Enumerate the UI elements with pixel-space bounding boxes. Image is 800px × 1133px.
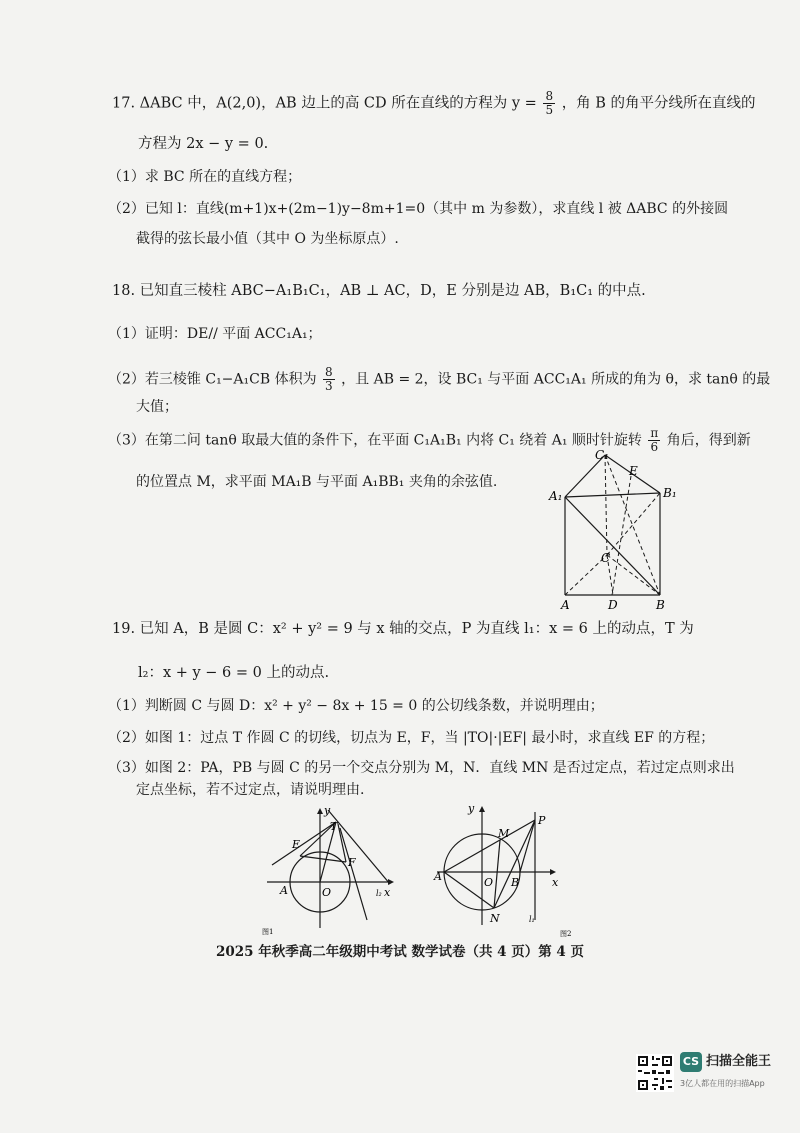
fig2-label-a: A (434, 870, 442, 883)
q18-part3-text-a: （3）在第二问 tanθ 取最大值的条件下，在平面 C₁A₁B₁ 内将 C₁ 绕着 A₁ 顺时针旋转 (108, 432, 642, 449)
fig1-label-t: T (330, 820, 338, 833)
prism-figure (545, 445, 695, 615)
q19-line1: 19. 已知 A，B 是圆 C：x² + y² = 9 与 x 轴的交点，P 为直线 l₁：x = 6 上的动点，T 为 (112, 621, 694, 637)
fig2-label-x: x (552, 876, 559, 889)
fig2-caption: 图2 (560, 930, 572, 938)
q17-line2: 方程为 2x − y = 0. (138, 136, 269, 152)
q18-part2-text-a: （2）若三棱锥 C₁−A₁CB 体积为 (108, 371, 317, 388)
fig1-label-o: O (322, 886, 332, 899)
q18-fraction-pi: $\frac{\pi}{6}$ (650, 426, 659, 454)
q17-part2-line2: 截得的弦长最小值（其中 O 为坐标原点）. (136, 231, 399, 247)
qr-code (636, 1054, 674, 1092)
fig2-label-o: O (484, 876, 494, 889)
label-a: A (561, 598, 570, 612)
label-c: C (601, 551, 611, 565)
fig2-label-y: y (468, 802, 475, 815)
scanner-logo: CS (680, 1052, 702, 1072)
fig1-label-x: x (384, 886, 391, 899)
fig2-label-b: B (511, 876, 520, 889)
q18-line1: 18. 已知直三棱柱 ABC−A₁B₁C₁，AB ⊥ AC，D，E 分别是边 AB，B₁C₁ 的中点. (112, 283, 646, 299)
label-b: B (656, 598, 665, 612)
fig1-caption: 图1 (262, 928, 274, 936)
q18-part3-line2: 的位置点 M，求平面 MA₁B 与平面 A₁BB₁ 夹角的余弦值. (136, 474, 498, 490)
q18-part3-text-b: 角后，得到新 (666, 432, 751, 449)
scanner-name: 扫描全能王 (706, 1054, 772, 1069)
q17-fraction: $\frac{8}{5}$ (545, 89, 554, 117)
page-footer: 2025 年秋季高二年级期中考试 数学试卷（共 4 页）第 4 页 (215, 944, 585, 960)
fig2-label-n: N (490, 912, 500, 925)
scanner-tagline: 3亿人都在用的扫描App (680, 1079, 765, 1088)
q17-line1 (112, 90, 756, 117)
fig2-label-m: M (498, 827, 510, 840)
fig1-label-a: A (280, 884, 288, 897)
fig1-label-y: y (324, 804, 331, 817)
q17-text-b: ，角 B 的角平分线所在直线的 (561, 95, 756, 112)
q18-part2-text-b: ，且 AB = 2，设 BC₁ 与平面 ACC₁A₁ 所成的角为 θ，求 tanθ 的最 (341, 371, 771, 388)
label-e: E (629, 464, 638, 478)
q18-fraction: $\frac{8}{3}$ (325, 365, 333, 393)
fig2-label-p: P (538, 814, 546, 827)
figure-1 (262, 800, 402, 940)
label-d: D (608, 598, 618, 612)
fig1-label-f: F (348, 856, 356, 869)
q17-part1: （1）求 BC 所在的直线方程； (108, 169, 302, 185)
q19-part2: （2）如图 1：过点 T 作圆 C 的切线，切点为 E，F，当 |TO|·|EF| 最小时，求直线 EF 的方程； (108, 730, 715, 746)
fig2-label-l1: l₁ (529, 915, 535, 924)
figure-2 (432, 800, 582, 940)
q18-part2-line2: 大值； (136, 399, 178, 415)
label-b1: B₁ (663, 486, 677, 500)
q19-line2: l₂：x + y − 6 = 0 上的动点. (138, 665, 330, 681)
label-c1: C₁ (595, 448, 609, 462)
q17-part2-line1: （2）已知 l：直线(m+1)x+(2m−1)y−8m+1=0（其中 m 为参数），求直线 l 被 ΔABC 的外接圆 (108, 201, 729, 217)
fig1-label-e: E (292, 838, 301, 851)
label-a1: A₁ (549, 489, 563, 503)
q19-part3-line1: （3）如图 2：PA，PB 与圆 C 的另一个交点分别为 M，N．直线 MN 是否过定点，若过定点则求出 (108, 760, 735, 776)
fig1-label-l2: l₂ (376, 889, 382, 898)
q18-part2-line1 (108, 366, 770, 393)
q19-part1: （1）判断圆 C 与圆 D：x² + y² − 8x + 15 = 0 的公切线条数，并说明理由； (108, 698, 604, 714)
q17-text-a: 17. ΔABC 中，A(2,0)，AB 边上的高 CD 所在直线的方程为 y = (112, 95, 537, 112)
q19-part3-line2: 定点坐标，若不过定点，请说明理由. (136, 782, 365, 798)
q18-part1: （1）证明：DE// 平面 ACC₁A₁； (108, 326, 322, 342)
